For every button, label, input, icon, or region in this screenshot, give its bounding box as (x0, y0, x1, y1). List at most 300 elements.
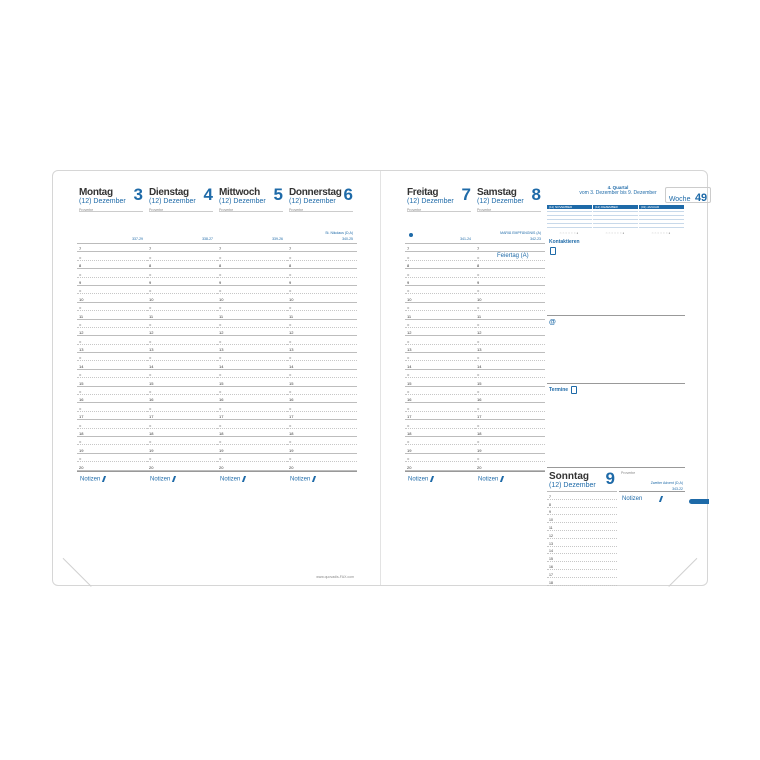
day-proverb: Proverbe (477, 208, 492, 212)
hour-row[interactable] (77, 387, 147, 395)
sunday-number: 9 (605, 469, 615, 488)
hour-row[interactable] (217, 328, 287, 336)
hour-row[interactable] (475, 420, 545, 428)
hour-row[interactable] (217, 387, 287, 395)
hour-row[interactable] (475, 320, 545, 328)
day-column-tuesday[interactable] (147, 183, 217, 573)
hour-label: 10 (79, 296, 84, 302)
hour-row[interactable] (77, 403, 147, 411)
hour-row[interactable] (217, 445, 287, 453)
hour-label: = (477, 321, 480, 327)
hour-row[interactable] (405, 361, 475, 369)
hour-row[interactable] (77, 395, 147, 403)
day-proverb: Proverbe (219, 208, 234, 212)
hour-row[interactable] (475, 370, 545, 378)
day-month: (12) Dezember (219, 198, 266, 205)
hour-row[interactable] (77, 378, 147, 386)
hour-label: 17 (219, 414, 224, 420)
hour-label: 13 (289, 347, 294, 353)
hour-row[interactable] (475, 269, 545, 277)
hour-label: = (407, 338, 410, 344)
day-column-friday[interactable] (405, 183, 475, 573)
hour-row[interactable] (77, 454, 147, 462)
hour-slots (147, 244, 217, 471)
hour-label: 9 (477, 279, 480, 285)
hour-row[interactable] (77, 437, 147, 445)
hour-row[interactable] (287, 328, 357, 336)
hour-row[interactable] (405, 328, 475, 336)
hour-label: = (149, 288, 152, 294)
hour-label: = (407, 389, 410, 395)
hour-row[interactable] (405, 429, 475, 437)
hour-row[interactable] (405, 244, 475, 252)
hour-row[interactable] (405, 311, 475, 319)
hour-row[interactable] (147, 370, 217, 378)
day-name: Freitag (407, 187, 439, 198)
day-header (405, 183, 475, 244)
day-column-saturday[interactable] (475, 183, 545, 573)
hour-row[interactable] (77, 252, 147, 260)
hour-label: = (289, 338, 292, 344)
notes-area[interactable] (77, 471, 147, 582)
hour-label: = (149, 405, 152, 411)
hour-row[interactable] (405, 403, 475, 411)
hour-label: = (407, 288, 410, 294)
hour-row[interactable] (475, 244, 545, 252)
notes-area[interactable] (287, 471, 357, 582)
hour-row[interactable] (77, 261, 147, 269)
hour-row[interactable] (77, 244, 147, 252)
hour-row[interactable] (147, 395, 217, 403)
hour-row[interactable] (475, 336, 545, 344)
day-column-monday[interactable] (77, 183, 147, 573)
hour-label: = (149, 338, 152, 344)
hour-label: 7 (79, 246, 82, 252)
hour-row[interactable] (287, 437, 357, 445)
hour-row[interactable] (405, 320, 475, 328)
proverb-line (407, 211, 471, 212)
hour-slots (475, 244, 545, 471)
sunday-hour-row[interactable] (547, 578, 617, 586)
hour-label: = (219, 422, 222, 428)
hour-label: = (79, 254, 82, 260)
hour-label: 18 (549, 580, 553, 585)
hour-row[interactable] (405, 454, 475, 462)
hour-row[interactable] (475, 445, 545, 453)
hour-row[interactable] (77, 353, 147, 361)
day-column-wednesday[interactable] (217, 183, 287, 573)
hour-row[interactable] (77, 286, 147, 294)
hour-row[interactable] (147, 269, 217, 277)
hour-slots (217, 244, 287, 471)
termine-label: Termine (549, 387, 569, 393)
hour-row[interactable] (475, 412, 545, 420)
hour-row[interactable] (217, 303, 287, 311)
hour-row[interactable] (405, 395, 475, 403)
hour-row[interactable] (147, 345, 217, 353)
sunday-block[interactable] (547, 467, 617, 585)
hour-row[interactable] (77, 445, 147, 453)
notes-label (150, 476, 175, 483)
hour-label: 20 (407, 464, 412, 470)
proverb-line (79, 211, 143, 212)
day-week-number: 339-26 (272, 237, 283, 241)
hour-label: = (219, 439, 222, 445)
hour-row[interactable] (287, 361, 357, 369)
hour-row[interactable] (77, 294, 147, 302)
hour-row[interactable] (287, 429, 357, 437)
hour-row[interactable] (475, 328, 545, 336)
day-number: 6 (343, 185, 353, 204)
hour-row[interactable] (147, 353, 217, 361)
hour-label: 9 (79, 279, 82, 285)
hour-label: 10 (149, 296, 154, 302)
hour-row[interactable] (147, 320, 217, 328)
hour-row[interactable] (147, 278, 217, 286)
hour-label: = (219, 288, 222, 294)
hour-row[interactable] (287, 252, 357, 260)
hour-row[interactable] (405, 445, 475, 453)
hour-label: = (79, 305, 82, 311)
day-header (217, 183, 287, 244)
hour-label: 10 (289, 296, 294, 302)
hour-row[interactable] (77, 361, 147, 369)
hour-row[interactable] (287, 420, 357, 428)
hour-row[interactable] (405, 378, 475, 386)
hour-row[interactable] (475, 387, 545, 395)
hour-row[interactable] (405, 269, 475, 277)
hour-label: = (289, 254, 292, 260)
sunday-hour-row[interactable] (547, 492, 617, 500)
hour-row[interactable] (475, 345, 545, 353)
hour-row[interactable] (475, 403, 545, 411)
sunday-hour-row[interactable] (547, 531, 617, 539)
hour-row[interactable] (77, 420, 147, 428)
hour-label: 19 (79, 447, 84, 453)
hour-row[interactable] (287, 403, 357, 411)
hour-label: 15 (477, 380, 482, 386)
hour-row[interactable] (287, 278, 357, 286)
hour-label: 18 (477, 430, 482, 436)
hour-label: 18 (219, 430, 224, 436)
hour-row[interactable] (287, 345, 357, 353)
page-tab[interactable] (689, 499, 709, 504)
hour-row[interactable] (147, 261, 217, 269)
hour-row[interactable] (287, 261, 357, 269)
notes-label (408, 476, 433, 483)
hour-row[interactable] (217, 336, 287, 344)
hour-row[interactable] (217, 311, 287, 319)
hour-row[interactable] (475, 303, 545, 311)
hour-label: 14 (477, 363, 482, 369)
hour-label: = (289, 389, 292, 395)
week-box (665, 187, 711, 203)
sunday-hour-row[interactable] (547, 570, 617, 578)
hour-label: 19 (477, 447, 482, 453)
hour-label: 8 (149, 263, 152, 269)
hour-row[interactable] (217, 361, 287, 369)
sunday-notes-label: Notizen (622, 496, 643, 502)
day-proverb: Proverbe (149, 208, 164, 212)
hour-row[interactable] (147, 361, 217, 369)
hour-label: 12 (477, 330, 482, 336)
hour-label: = (289, 422, 292, 428)
hour-row[interactable] (217, 370, 287, 378)
hour-row[interactable] (147, 412, 217, 420)
mini-calendar-january (639, 205, 684, 237)
hour-row[interactable] (77, 412, 147, 420)
hour-row[interactable] (405, 412, 475, 420)
hour-label: 7 (407, 246, 410, 252)
hour-label: 20 (289, 464, 294, 470)
hour-label: = (477, 305, 480, 311)
hour-row[interactable] (405, 261, 475, 269)
hour-row[interactable] (405, 437, 475, 445)
hour-label: 16 (407, 397, 412, 403)
hour-label: 19 (407, 447, 412, 453)
hour-row[interactable] (405, 336, 475, 344)
hour-row[interactable] (287, 286, 357, 294)
mini-calendar-grid (547, 209, 592, 231)
hour-row[interactable] (217, 412, 287, 420)
hour-row[interactable] (147, 286, 217, 294)
hour-label: 16 (549, 564, 553, 569)
hour-label: 19 (219, 447, 224, 453)
hour-row[interactable] (147, 378, 217, 386)
hour-label: 13 (79, 347, 84, 353)
hour-label: = (219, 355, 222, 361)
hour-row[interactable] (77, 370, 147, 378)
hour-row[interactable] (147, 336, 217, 344)
hour-row[interactable] (475, 286, 545, 294)
hour-row[interactable] (475, 311, 545, 319)
hour-row[interactable] (217, 395, 287, 403)
hour-row[interactable] (147, 252, 217, 260)
hour-row[interactable] (147, 445, 217, 453)
hour-label: 7 (477, 246, 480, 252)
proverb-line (289, 211, 353, 212)
hour-row[interactable] (287, 395, 357, 403)
hour-label: = (149, 254, 152, 260)
notes-area[interactable] (147, 471, 217, 582)
hour-row[interactable] (287, 336, 357, 344)
hour-label: 10 (549, 518, 553, 523)
hour-label: 13 (477, 347, 482, 353)
hour-row[interactable] (287, 353, 357, 361)
hour-row[interactable] (287, 370, 357, 378)
hour-row[interactable] (287, 320, 357, 328)
hour-label: 16 (79, 397, 84, 403)
hour-row[interactable] (217, 403, 287, 411)
hour-row[interactable] (475, 395, 545, 403)
hour-row[interactable] (217, 320, 287, 328)
day-number: 8 (531, 185, 541, 204)
sunday-hour-row[interactable] (547, 562, 617, 570)
hour-row[interactable] (77, 269, 147, 277)
hour-row[interactable] (475, 294, 545, 302)
hour-label: = (289, 305, 292, 311)
hour-label: = (407, 422, 410, 428)
hour-row[interactable] (217, 437, 287, 445)
hour-row[interactable] (405, 370, 475, 378)
hour-label: 16 (477, 397, 482, 403)
hour-label: = (407, 321, 410, 327)
hour-row[interactable] (405, 278, 475, 286)
hour-row[interactable] (217, 261, 287, 269)
hour-row[interactable] (287, 311, 357, 319)
hour-label: = (289, 405, 292, 411)
hour-row[interactable] (217, 278, 287, 286)
mini-calendar-dots: ○○○○○○● (559, 231, 580, 235)
hour-row[interactable] (147, 328, 217, 336)
hour-row[interactable] (217, 294, 287, 302)
sunday-hour-row[interactable] (547, 523, 617, 531)
sunday-month: (12) Dezember (549, 482, 596, 489)
hour-row[interactable] (77, 336, 147, 344)
hour-row[interactable] (405, 462, 475, 470)
phone-icon (550, 247, 556, 255)
sunday-hour-row[interactable] (547, 515, 617, 523)
hour-label: = (477, 254, 480, 260)
hour-label: = (219, 456, 222, 462)
hour-row[interactable] (287, 378, 357, 386)
hour-row[interactable] (147, 303, 217, 311)
hour-row[interactable] (287, 454, 357, 462)
hour-row[interactable] (475, 378, 545, 386)
hour-label: = (79, 355, 82, 361)
hour-row[interactable] (147, 454, 217, 462)
sunday-hour-row[interactable] (547, 539, 617, 547)
hour-row[interactable] (287, 387, 357, 395)
hour-row[interactable] (287, 462, 357, 470)
sunday-hour-row[interactable] (547, 547, 617, 555)
hour-row[interactable] (147, 437, 217, 445)
hour-label: 12 (289, 330, 294, 336)
hour-row[interactable] (405, 294, 475, 302)
hour-row[interactable] (147, 462, 217, 470)
hour-row[interactable] (475, 462, 545, 470)
hour-row[interactable] (217, 286, 287, 294)
hour-row[interactable] (475, 261, 545, 269)
right-page (381, 171, 707, 585)
day-number: 3 (133, 185, 143, 204)
hour-row[interactable] (287, 294, 357, 302)
hour-row[interactable] (217, 429, 287, 437)
hour-row[interactable] (77, 278, 147, 286)
hour-slots (77, 244, 147, 471)
hour-row[interactable] (147, 294, 217, 302)
mini-calendar-header: (12) DEZEMBER (593, 205, 638, 209)
hour-label: 14 (149, 363, 154, 369)
hour-label: 17 (149, 414, 154, 420)
hour-label: = (477, 372, 480, 378)
hour-row[interactable] (287, 269, 357, 277)
hour-label: 15 (549, 557, 553, 562)
notes-area[interactable] (217, 471, 287, 582)
hour-row[interactable] (405, 345, 475, 353)
hour-label: 8 (79, 263, 82, 269)
hour-row[interactable] (217, 378, 287, 386)
hour-row[interactable] (77, 320, 147, 328)
hour-row[interactable] (475, 278, 545, 286)
hour-row[interactable] (147, 311, 217, 319)
day-name: Donnerstag (289, 187, 342, 198)
hour-row[interactable] (147, 244, 217, 252)
hour-row[interactable] (77, 311, 147, 319)
hour-label: 7 (219, 246, 222, 252)
hour-row[interactable] (287, 445, 357, 453)
notes-area[interactable] (405, 471, 475, 582)
hour-label: 9 (219, 279, 222, 285)
hour-label: 12 (407, 330, 412, 336)
hour-row[interactable] (77, 429, 147, 437)
hour-label: = (79, 456, 82, 462)
hour-row[interactable] (405, 420, 475, 428)
hour-label: = (149, 389, 152, 395)
hour-row[interactable] (405, 252, 475, 260)
sunday-hour-row[interactable] (547, 500, 617, 508)
hour-row[interactable] (217, 345, 287, 353)
hour-label: = (79, 389, 82, 395)
hour-row[interactable] (147, 403, 217, 411)
notes-area[interactable] (475, 471, 545, 582)
hour-row[interactable] (217, 454, 287, 462)
hour-row[interactable] (147, 429, 217, 437)
sunday-hour-row[interactable] (547, 554, 617, 562)
hour-row[interactable] (475, 429, 545, 437)
hour-row[interactable] (147, 420, 217, 428)
hour-row[interactable] (287, 412, 357, 420)
hour-label: = (79, 288, 82, 294)
sunday-hour-row[interactable] (547, 508, 617, 516)
hour-row[interactable] (217, 353, 287, 361)
hour-row[interactable] (217, 420, 287, 428)
hour-row[interactable] (405, 353, 475, 361)
hour-label: = (477, 288, 480, 294)
hour-row[interactable] (217, 244, 287, 252)
planner-spread (52, 170, 708, 586)
hour-label: 10 (219, 296, 224, 302)
hour-label: = (149, 439, 152, 445)
hour-row[interactable] (217, 252, 287, 260)
day-name: Samstag (477, 187, 517, 198)
sunday-notes[interactable] (619, 491, 685, 502)
hour-row[interactable] (475, 353, 545, 361)
hour-row[interactable] (287, 303, 357, 311)
hour-row[interactable] (475, 454, 545, 462)
hour-row[interactable] (217, 462, 287, 470)
hour-label: 12 (79, 330, 84, 336)
hour-row[interactable] (217, 269, 287, 277)
hour-label: = (407, 372, 410, 378)
hour-row[interactable] (475, 437, 545, 445)
hour-row[interactable] (405, 303, 475, 311)
hour-label: = (79, 372, 82, 378)
hour-label: 20 (149, 464, 154, 470)
hour-row[interactable] (77, 345, 147, 353)
day-column-thursday[interactable] (287, 183, 357, 573)
hour-label: 8 (477, 263, 480, 269)
hour-row[interactable] (475, 361, 545, 369)
hour-row[interactable] (77, 462, 147, 470)
hour-row[interactable] (77, 303, 147, 311)
hour-label: 11 (289, 313, 294, 319)
hour-row[interactable] (405, 387, 475, 395)
hour-row[interactable] (77, 328, 147, 336)
hour-row[interactable] (287, 244, 357, 252)
hour-row[interactable] (147, 387, 217, 395)
hour-row[interactable] (405, 286, 475, 294)
